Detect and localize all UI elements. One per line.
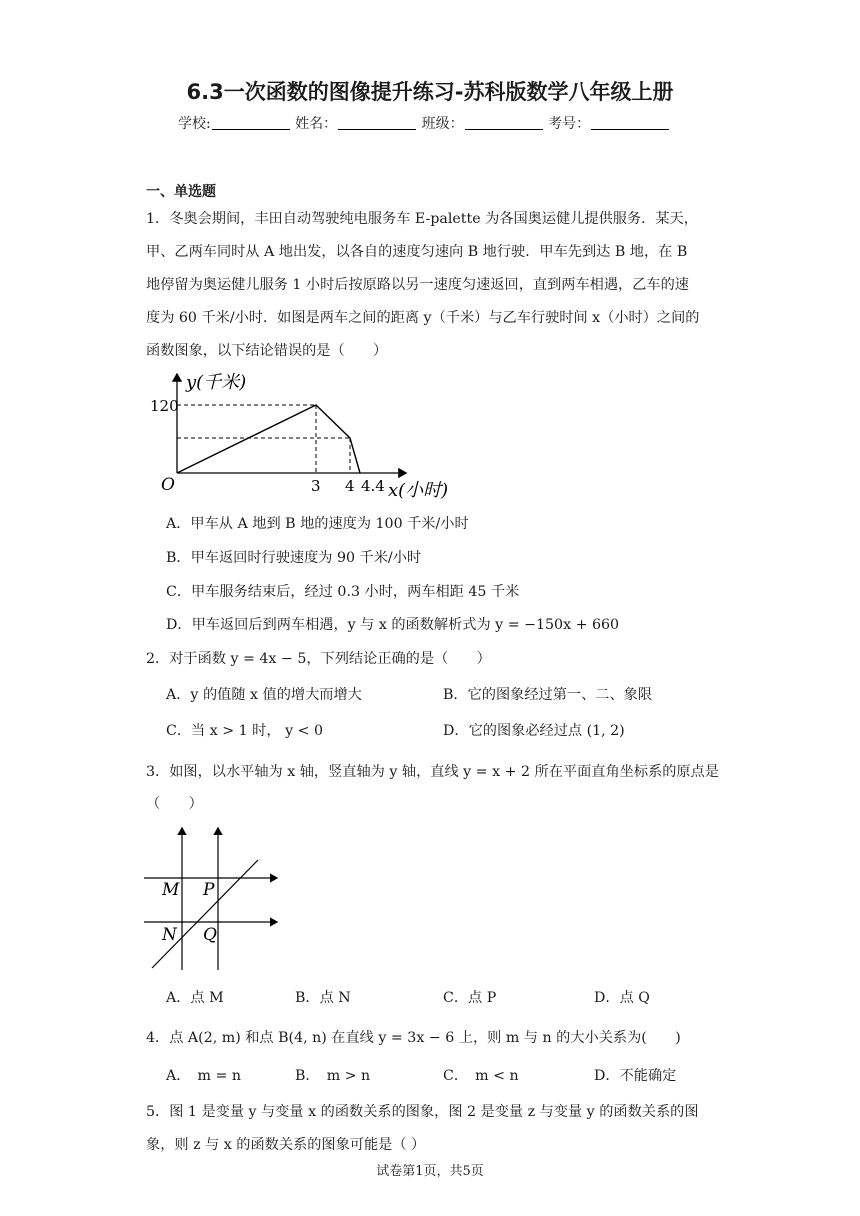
q1-origin: O xyxy=(161,475,175,495)
school-label: 学校: xyxy=(178,116,211,132)
q5-line-1: 5．图 1 是变量 y 与变量 x 的函数关系的图象，图 2 是变量 z 与变量 y 的函数关系的图 xyxy=(146,1104,699,1120)
q1-graph xyxy=(150,366,470,501)
school-blank[interactable] xyxy=(212,115,290,130)
class-label: 班级： xyxy=(421,116,464,132)
q3-label-n: N xyxy=(162,925,177,945)
q3-option-a[interactable]: A．点 M xyxy=(166,990,224,1006)
q3-line-2: （ ） xyxy=(146,796,203,812)
q3-figure xyxy=(140,822,290,974)
q4-option-a[interactable]: A． m = n xyxy=(166,1068,242,1084)
q4-stem: 4．点 A(2, m) 和点 B(4, n) 在直线 y = 3x − 6 上，则 m 与 n 的大小关系为( ) xyxy=(146,1030,681,1046)
exam-no-label: 考号： xyxy=(548,116,591,132)
student-info xyxy=(178,113,670,133)
q1-x-tick-3: 3 xyxy=(311,477,321,495)
page-title: 6.3一次函数的图像提升练习-苏科版数学八年级上册 xyxy=(186,80,674,104)
q3-label-m: M xyxy=(162,880,180,900)
q3-option-d[interactable]: D．点 Q xyxy=(594,990,650,1006)
q1-line-2: 甲、乙两车同时从 A 地出发，以各自的速度匀速向 B 地行驶．甲车先到达 B 地，在 B xyxy=(146,244,688,260)
q1-option-c[interactable]: C．甲车服务结束后，经过 0.3 小时，两车相距 45 千米 xyxy=(166,584,520,600)
name-label: 姓名： xyxy=(295,116,338,132)
exam-no-blank[interactable] xyxy=(591,115,669,130)
q4-option-c[interactable]: C． m < n xyxy=(443,1068,519,1084)
q5-line-2: 象，则 z 与 x 的函数关系的图象可能是（ ） xyxy=(146,1137,426,1153)
q3-option-b[interactable]: B．点 N xyxy=(295,990,351,1006)
q1-x-tick-4-4: 4.4 xyxy=(361,477,385,495)
page-footer: 试卷第1页，共5页 xyxy=(376,1164,484,1179)
name-blank[interactable] xyxy=(338,115,416,130)
q3-line-1: 3．如图，以水平轴为 x 轴，竖直轴为 y 轴，直线 y = x + 2 所在平面直角坐标系的原点是 xyxy=(146,764,719,780)
section-title: 一、单选题 xyxy=(146,184,216,200)
class-blank[interactable] xyxy=(465,115,543,130)
q2-option-d[interactable]: D．它的图象必经过点 (1, 2) xyxy=(443,723,625,739)
q1-option-d[interactable]: D．甲车返回后到两车相遇，y 与 x 的函数解析式为 y = −150x + 660 xyxy=(166,617,620,633)
q2-option-c[interactable]: C．当 x > 1 时， y < 0 xyxy=(166,723,324,739)
q1-y-tick: 120 xyxy=(150,397,179,415)
q1-y-axis-label: y(千米) xyxy=(186,372,247,393)
q1-x-tick-4: 4 xyxy=(345,477,355,495)
q3-label-q: Q xyxy=(203,925,217,945)
q1-distance-polyline xyxy=(177,405,360,473)
q4-option-d[interactable]: D．不能确定 xyxy=(594,1068,677,1084)
q1-option-b[interactable]: B．甲车返回时行驶速度为 90 千米/小时 xyxy=(166,550,422,566)
q4-option-b[interactable]: B． m > n xyxy=(295,1068,371,1084)
q1-line-5: 函数图象，以下结论错误的是（ ） xyxy=(146,343,388,359)
q1-option-a[interactable]: A．甲车从 A 地到 B 地的速度为 100 千米/小时 xyxy=(166,516,469,532)
q2-option-a[interactable]: A．y 的值随 x 值的增大而增大 xyxy=(166,687,362,703)
q3-option-c[interactable]: C．点 P xyxy=(443,990,497,1006)
q1-line-1: 1．冬奥会期间，丰田自动驾驶纯电服务车 E-palette 为各国奥运健儿提供服务．某天， xyxy=(146,211,698,227)
q3-label-p: P xyxy=(203,880,215,900)
q1-line-3: 地停留为奥运健儿服务 1 小时后按原路以另一速度匀速返回，直到两车相遇，乙车的速 xyxy=(146,277,689,293)
q3-line-y-x-plus-2 xyxy=(152,860,258,968)
q1-line-4: 度为 60 千米/小时．如图是两车之间的距离 y（千米）与乙车行驶时间 x（小时）之间的 xyxy=(146,310,700,326)
q2-stem: 2．对于函数 y = 4x − 5，下列结论正确的是（ ） xyxy=(146,651,491,667)
q2-option-b[interactable]: B．它的图象经过第一、二、象限 xyxy=(443,687,653,703)
q1-x-axis-label: x(小时) xyxy=(388,480,449,501)
